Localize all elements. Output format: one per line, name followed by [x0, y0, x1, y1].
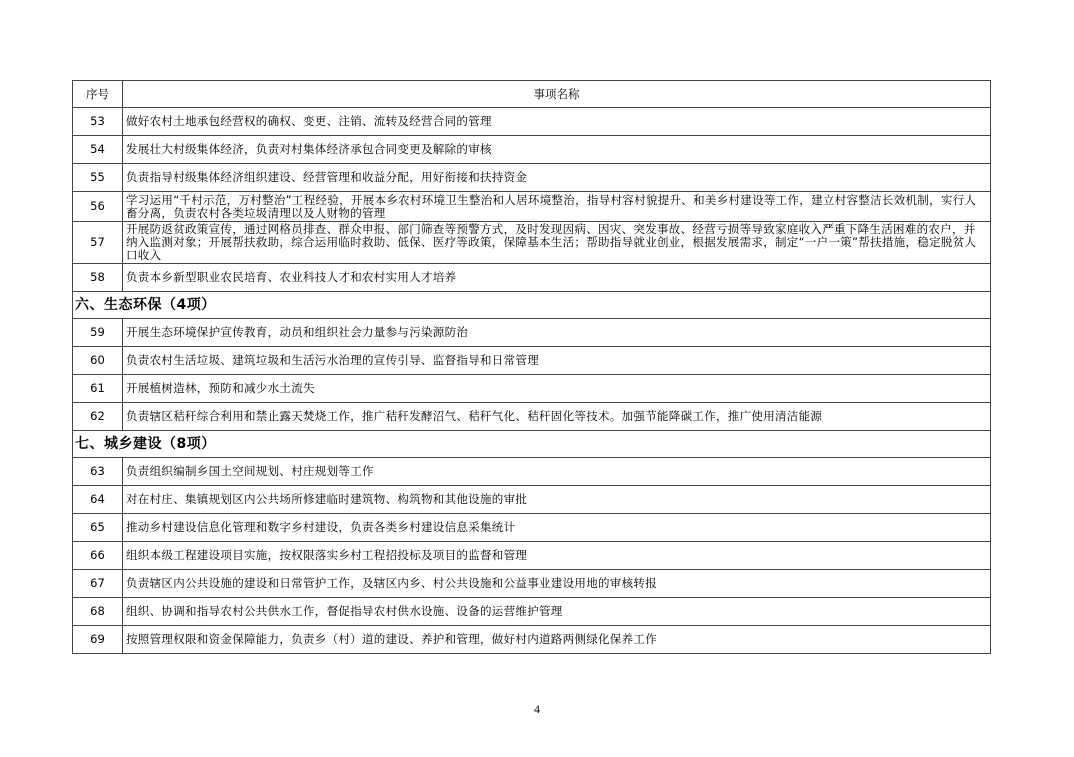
row-text: 负责组织编制乡国土空间规划、村庄规划等工作: [123, 458, 991, 486]
row-number: 60: [73, 347, 123, 375]
row-number: 66: [73, 542, 123, 570]
table-row: [73, 486, 991, 514]
row-text: 组织本级工程建设项目实施，按权限落实乡村工程招投标及项目的监督和管理: [123, 542, 991, 570]
table-row: [73, 598, 991, 626]
matters-table: [72, 80, 991, 654]
row-number: 68: [73, 598, 123, 626]
row-number: 62: [73, 403, 123, 431]
row-text: 推动乡村建设信息化管理和数字乡村建设，负责各类乡村建设信息采集统计: [123, 514, 991, 542]
row-text: 负责本乡新型职业农民培育、农业科技人才和农村实用人才培养: [123, 264, 991, 292]
table-row: [73, 164, 991, 192]
table-row: [73, 626, 991, 654]
header-number: 序号: [73, 81, 123, 108]
row-number: 53: [73, 108, 123, 136]
row-text: 按照管理权限和资金保障能力，负责乡（村）道的建设、养护和管理，做好村内道路两侧绿化保养工作: [123, 626, 991, 654]
table-row: [73, 319, 991, 347]
row-text: 负责指导村级集体经济组织建设、经营管理和收益分配，用好衔接和扶持资金: [123, 164, 991, 192]
row-number: 56: [73, 192, 123, 222]
table-row: [73, 542, 991, 570]
row-number: 61: [73, 375, 123, 403]
row-number: 57: [73, 222, 123, 264]
row-number: 63: [73, 458, 123, 486]
row-text: 做好农村土地承包经营权的确权、变更、注销、流转及经营合同的管理: [123, 108, 991, 136]
row-text: 负责辖区内公共设施的建设和日常管护工作，及辖区内乡、村公共设施和公益事业建设用地的审核转报: [123, 570, 991, 598]
page-number: 4: [534, 702, 540, 716]
table-row: [73, 458, 991, 486]
table-row: [73, 514, 991, 542]
table-row: [73, 108, 991, 136]
table-row: [73, 375, 991, 403]
row-number: 55: [73, 164, 123, 192]
table-row: [73, 403, 991, 431]
section-heading-row: [73, 431, 991, 458]
row-number: 65: [73, 514, 123, 542]
row-number: 69: [73, 626, 123, 654]
table-row: [73, 222, 991, 264]
row-text: 开展生态环境保护宣传教育，动员和组织社会力量参与污染源防治: [123, 319, 991, 347]
section-heading: 七、城乡建设（8项）: [73, 431, 991, 458]
row-text: 组织、协调和指导农村公共供水工作，督促指导农村供水设施、设备的运营维护管理: [123, 598, 991, 626]
row-number: 64: [73, 486, 123, 514]
table-row: [73, 570, 991, 598]
row-text: 学习运用“千村示范，万村整治”工程经验，开展本乡农村环境卫生整治和人居环境整治，指导村容村貌提升、和美乡村建设等工作，建立村容整洁长效机制，实行人畜分离，负责农村各类垃圾清理以及人财物的管理: [123, 192, 991, 222]
row-text: 开展植树造林，预防和减少水土流失: [123, 375, 991, 403]
table-row: [73, 136, 991, 164]
row-number: 59: [73, 319, 123, 347]
table-row: [73, 347, 991, 375]
row-number: 67: [73, 570, 123, 598]
table-row: [73, 192, 991, 222]
table-body: [73, 108, 991, 654]
row-number: 54: [73, 136, 123, 164]
row-text: 发展壮大村级集体经济，负责对村集体经济承包合同变更及解除的审核: [123, 136, 991, 164]
row-text: 负责农村生活垃圾、建筑垃圾和生活污水治理的宣传引导、监督指导和日常管理: [123, 347, 991, 375]
row-text: 对在村庄、集镇规划区内公共场所修建临时建筑物、构筑物和其他设施的审批: [123, 486, 991, 514]
row-text: 负责辖区秸秆综合利用和禁止露天焚烧工作，推广秸秆发酵沼气、秸秆气化、秸秆固化等技术。加强节能降碳工作，推广使用清洁能源: [123, 403, 991, 431]
table-row: [73, 264, 991, 292]
row-text: 开展防返贫政策宣传，通过网格员排查、群众申报、部门筛查等预警方式，及时发现因病、因灾、突发事故、经营亏损等导致家庭收入严重下降生活困难的农户，并纳入监测对象；开展帮扶救助，综合运用临时救助、低保、医疗等政策，保障基本生活；帮助指导就业创业，根据发展需求，制定“一户一策”帮扶措施，稳定脱贫人口收入: [123, 222, 991, 264]
section-heading-row: [73, 292, 991, 319]
row-number: 58: [73, 264, 123, 292]
section-heading: 六、生态环保（4项）: [73, 292, 991, 319]
header-item-name: 事项名称: [123, 81, 991, 108]
table-header-row: [73, 81, 991, 108]
